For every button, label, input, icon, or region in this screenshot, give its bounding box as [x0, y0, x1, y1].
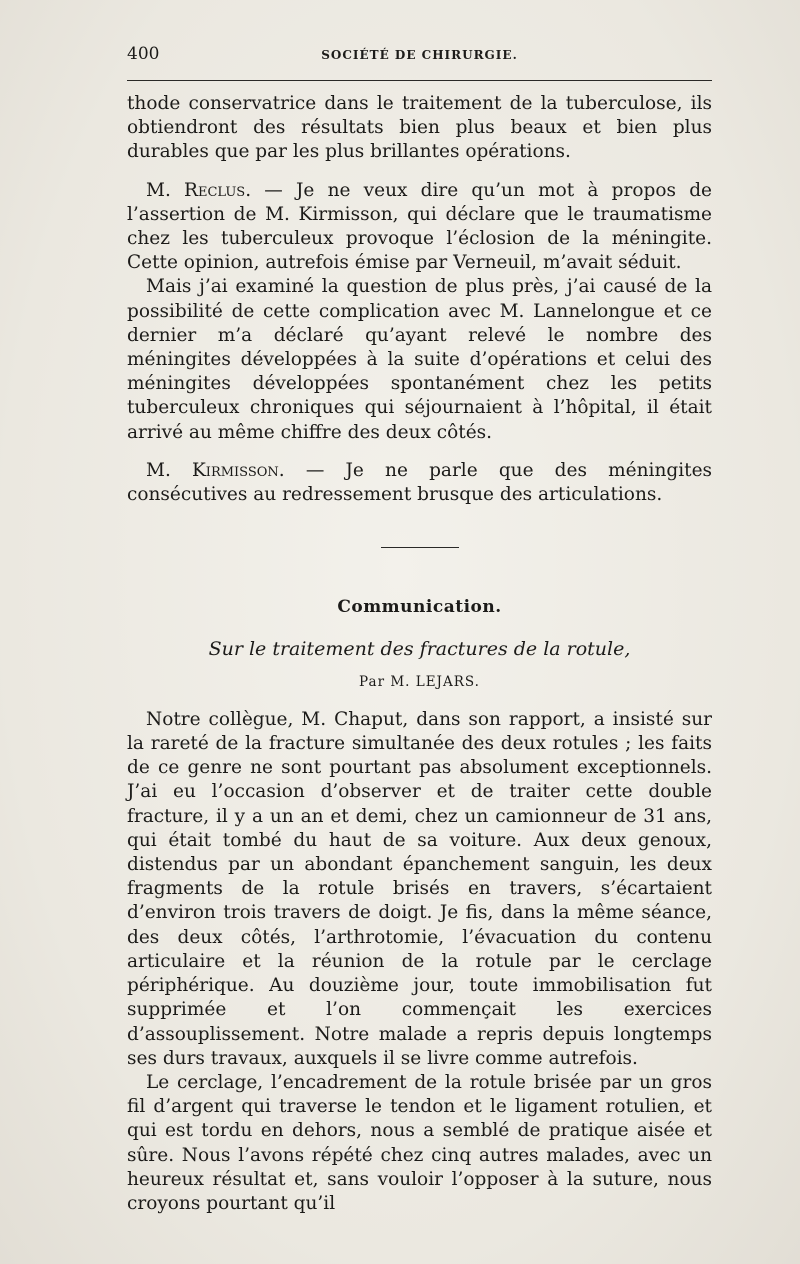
article-title: Sur le traitement des fractures de la rotule,	[208, 638, 631, 661]
byline: Par M. LEJARS.	[359, 673, 480, 690]
reclus-text: — Je ne veux dire qu’un mot à propos de l’assertion de M. Kirmisson, qui déclare que le traumatisme chez les tuberculeux provoque l’éclosion de la méningite. Cette opinion, autrefois émise par Verneuil, m’avait séduit.	[127, 179, 712, 274]
body-text	[127, 92, 712, 1216]
speaker-reclus: M. Reclus.	[146, 179, 252, 201]
header-rule	[127, 80, 712, 81]
paragraph-reclus	[127, 179, 712, 276]
page-header	[127, 44, 712, 74]
paragraph-lejars-2: Le cerclage, l’encadrement de la rotule brisée par un gros fil d’argent qui traverse le tendon et le ligament rotulien, et qui est tordu en dehors, nous a semblé de pratique aisée et sûre. Nous l’avons répété chez cinq autres malades, avec un heureux résultat et, sans vouloir l’opposer à la suture, nous croyons pourtant qu’il	[127, 1071, 712, 1214]
page-number: 400	[127, 44, 160, 64]
kirmisson-text: — Je ne parle que des méningites consécutives au redressement brusque des articulations.	[127, 459, 713, 506]
running-title: SOCIÉTÉ DE CHIRURGIE.	[321, 48, 518, 62]
paragraph-reclus-2: Mais j’ai examiné la question de plus près, j’ai causé de la possibilité de cette complication avec M. Lannelongue et ce dernier m’a déclaré qu’ayant relevé le nombre des méningites développées à la suite d’opérations et celui des méningites développées spontanément chez les petits tuberculeux chroniques qui séjournaient à l’hôpital, il était arrivé au même chiffre des deux côtés.	[127, 276, 712, 443]
paragraph-kirmisson	[127, 459, 712, 507]
paragraph-continuation: thode conservatrice dans le traitement de la tuberculose, ils obtiendront des résultats bien plus beaux et bien plus durables que par les plus brillantes opérations.	[127, 93, 712, 163]
paragraph-lejars-1: Notre collègue, M. Chaput, dans son rapport, a insisté sur la rareté de la fracture simultanée des deux rotules ; les faits de ce genre ne sont pourtant pas absolument exceptionnels. J’ai eu l’occasion d’observer et de traiter cette double fracture, il y a un an et demi, chez un camionneur de 31 ans, qui était tombé du haut de sa voiture. Aux deux genoux, distendus par un abondant épanchement sanguin, les deux fragments de la rotule brisés en travers, s’écartaient d’environ trois travers de doigt. Je fis, dans la même séance, des deux côtés, l’arthrotomie, l’évacuation du contenu articulaire et la réunion de la rotule par le cerclage périphérique. Au douzième jour, toute immobilisation fut supprimée et l’on commençait les exercices d’assouplissement. Notre malade a repris depuis longtemps ses durs travaux, auxquels il se livre comme autrefois.	[127, 708, 712, 1069]
speaker-kirmisson: M. Kirmisson.	[146, 459, 285, 481]
section-title: Communication.	[337, 597, 502, 618]
section-divider	[381, 547, 459, 548]
